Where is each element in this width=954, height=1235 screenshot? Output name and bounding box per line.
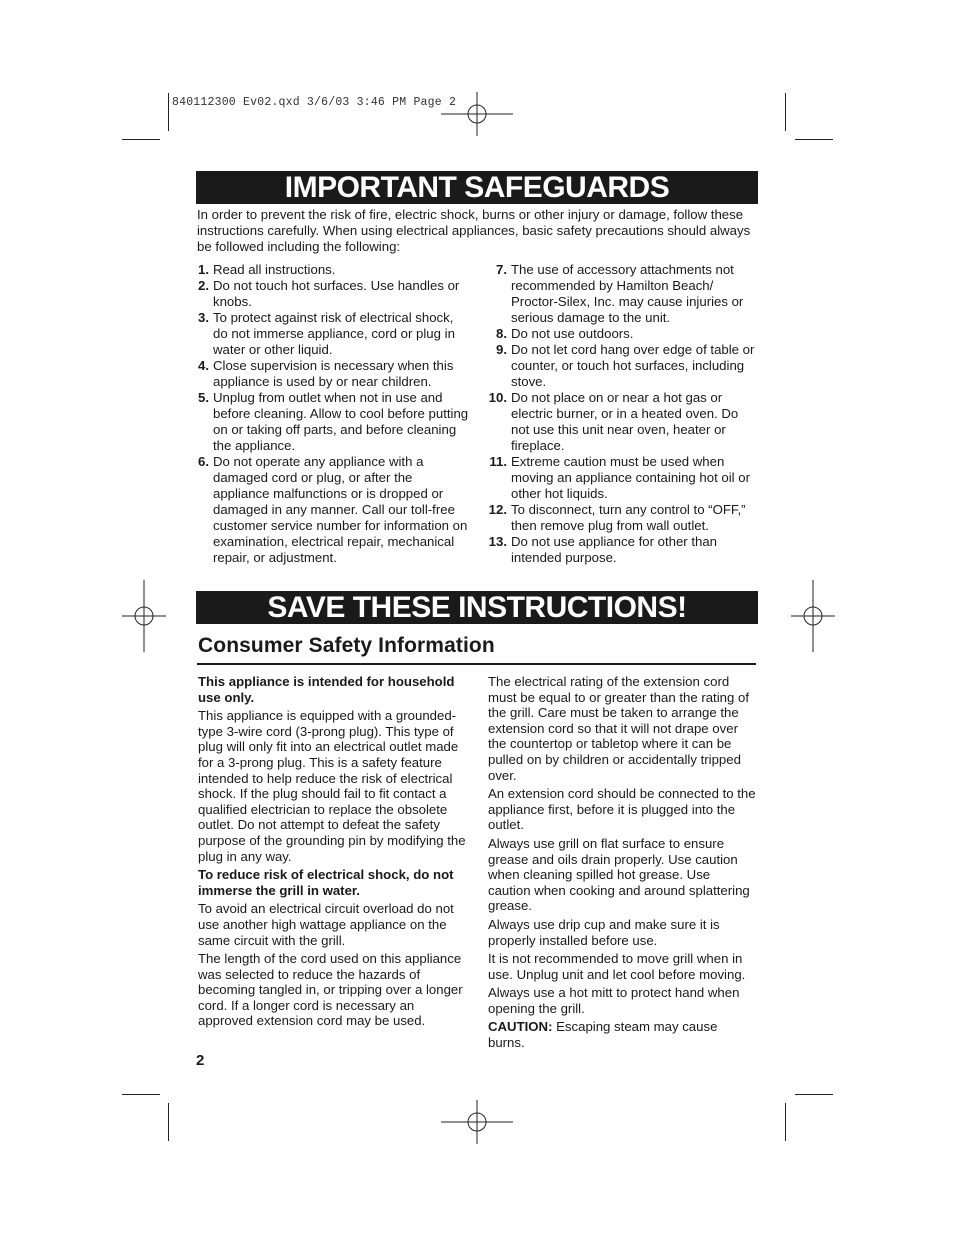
item-number: 4. xyxy=(198,358,209,373)
item-text: To disconnect, turn any control to “OFF,” then remove plug from wall outlet. xyxy=(511,502,746,533)
caution-paragraph xyxy=(488,1019,756,1050)
caution-label: CAUTION: xyxy=(488,1019,553,1035)
list-item xyxy=(197,390,469,454)
item-text: Do not use appliance for other than intended purpose. xyxy=(511,534,718,565)
item-number: 3. xyxy=(198,310,209,325)
drip-cup-paragraph: Always use drip cup and make sure it is properly installed before use. xyxy=(488,916,720,948)
item-text: Read all instructions. xyxy=(213,262,336,277)
item-text: Do not place on or near a hot gas or electric burner, or in a heated oven. Do not use this unit near oven, heater or fireplace. xyxy=(511,390,739,453)
item-text: Do not use outdoors. xyxy=(511,326,634,341)
crop-mark-br-horizontal xyxy=(795,1094,833,1095)
safeguards-list-right xyxy=(486,262,758,566)
save-instructions-banner: SAVE THESE INSTRUCTIONS! xyxy=(196,591,758,624)
list-item xyxy=(197,454,469,566)
safeguards-banner: IMPORTANT SAFEGUARDS xyxy=(196,171,758,204)
safeguards-intro: In order to prevent the risk of fire, electric shock, burns or other injury or damage, follow these instructions carefully. When using electrical appliances, basic safety precautions should always be followed including the following: xyxy=(197,207,751,254)
list-item xyxy=(486,342,758,390)
shock-warning: To reduce risk of electrical shock, do not immerse the grill in water. xyxy=(198,867,454,898)
list-item xyxy=(486,454,758,502)
crop-mark-tr-vertical xyxy=(785,93,786,131)
crop-mark-bl-vertical xyxy=(168,1103,169,1141)
household-use-note: This appliance is intended for household use only. xyxy=(198,674,455,705)
heading-rule xyxy=(197,663,756,665)
move-grill-paragraph: It is not recommended to move grill when in use. Unplug unit and let cool before moving. xyxy=(488,951,746,982)
list-item xyxy=(486,390,758,454)
printer-slug: 840112300 Ev02.qxd 3/6/03 3:46 PM Page 2 xyxy=(172,96,457,109)
crop-mark-bl-horizontal xyxy=(122,1094,160,1095)
list-item xyxy=(486,326,758,342)
list-item xyxy=(197,262,469,278)
list-item xyxy=(486,502,758,534)
list-item xyxy=(486,534,758,566)
item-number: 7. xyxy=(496,262,507,277)
registration-mark-right-icon xyxy=(777,580,849,652)
cord-length-paragraph: The length of the cord used on this appliance was selected to reduce the hazards of becoming tangled in, or tripping over a longer cord. If a longer cord is necessary an approved extension cord may be used. xyxy=(198,951,463,1029)
safeguards-list-left xyxy=(197,262,469,566)
item-number: 1. xyxy=(198,262,209,277)
crop-mark-br-vertical xyxy=(785,1103,786,1141)
item-text: The use of accessory attachments not recommended by Hamilton Beach/ Proctor-Silex, Inc. may cause injuries or serious damage to the unit. xyxy=(511,262,744,325)
item-text: Do not operate any appliance with a damaged cord or plug, or after the appliance malfunctions or is dropped or damaged in any manner. Call our toll-free customer service number for information on examination, electrical repair, mechanical repair, or adjustment. xyxy=(213,454,468,565)
item-number: 6. xyxy=(198,454,209,469)
list-item xyxy=(197,278,469,310)
list-item xyxy=(486,262,758,326)
list-item xyxy=(197,310,469,358)
crop-mark-tr-horizontal xyxy=(795,139,833,140)
grounded-plug-paragraph: This appliance is equipped with a grounded-type 3-wire cord (3-prong plug). This type of plug will only fit into an electrical outlet made for a 3-prong plug. This is a safety feature intended to help reduce the risk of electrical shock. If the plug should fail to fit contact a qualified electrician to replace the obsolete outlet. Do not attempt to defeat the safety purpose of the grounding pin by modifying the plug in any way. xyxy=(198,708,466,864)
item-number: 11. xyxy=(489,454,507,469)
item-text: Do not let cord hang over edge of table or counter, or touch hot surfaces, including stove. xyxy=(511,342,755,389)
list-item xyxy=(197,358,469,390)
flat-surface-paragraph: Always use grill on flat surface to ensure grease and oils drain properly. Use caution when cleaning spilled hot grease. Use caution when cooking and around splattering grease. xyxy=(488,835,750,914)
hot-mitt-paragraph: Always use a hot mitt to protect hand when opening the grill. xyxy=(488,985,740,1016)
item-number: 2. xyxy=(198,278,209,293)
extension-connect-paragraph: An extension cord should be connected to the appliance first, before it is plugged into the outlet. xyxy=(488,786,756,833)
item-number: 9. xyxy=(496,342,507,357)
page-number: 2 xyxy=(196,1052,205,1069)
caution-text: Escaping steam may cause burns. xyxy=(488,1019,718,1051)
item-number: 12. xyxy=(488,502,507,517)
consumer-column-right xyxy=(488,674,756,1054)
consumer-safety-heading: Consumer Safety Information xyxy=(198,634,495,657)
item-text: Unplug from outlet when not in use and before cleaning. Allow to cool before putting on or taking off parts, and before cleaning the appliance. xyxy=(213,390,469,453)
item-number: 13. xyxy=(488,534,507,549)
item-text: Do not touch hot surfaces. Use handles or knobs. xyxy=(213,278,460,309)
item-number: 8. xyxy=(496,326,507,341)
circuit-overload-paragraph: To avoid an electrical circuit overload do not use another high wattage appliance on the same circuit with the grill. xyxy=(198,901,454,948)
registration-mark-left-icon xyxy=(108,580,180,652)
item-number: 10. xyxy=(488,390,507,405)
crop-mark-tl-horizontal xyxy=(122,139,160,140)
item-text: Extreme caution must be used when moving an appliance containing hot oil or other hot liquids. xyxy=(511,454,750,501)
item-number: 5. xyxy=(198,390,209,405)
item-text: Close supervision is necessary when this appliance is used by or near children. xyxy=(213,358,454,389)
consumer-column-left xyxy=(198,674,468,1032)
crop-mark-tl-vertical xyxy=(168,93,169,131)
registration-mark-top-icon xyxy=(441,78,513,150)
item-text: To protect against risk of electrical shock, do not immerse appliance, cord or plug in water or other liquid. xyxy=(213,310,455,357)
extension-rating-paragraph: The electrical rating of the extension cord must be equal to or greater than the rating of the grill. Care must be taken to arrange the extension cord so that it will not drape over the countertop or tabletop where it can be pulled on by children or accidentally tripped over. xyxy=(488,674,749,783)
registration-mark-bottom-icon xyxy=(441,1086,513,1158)
